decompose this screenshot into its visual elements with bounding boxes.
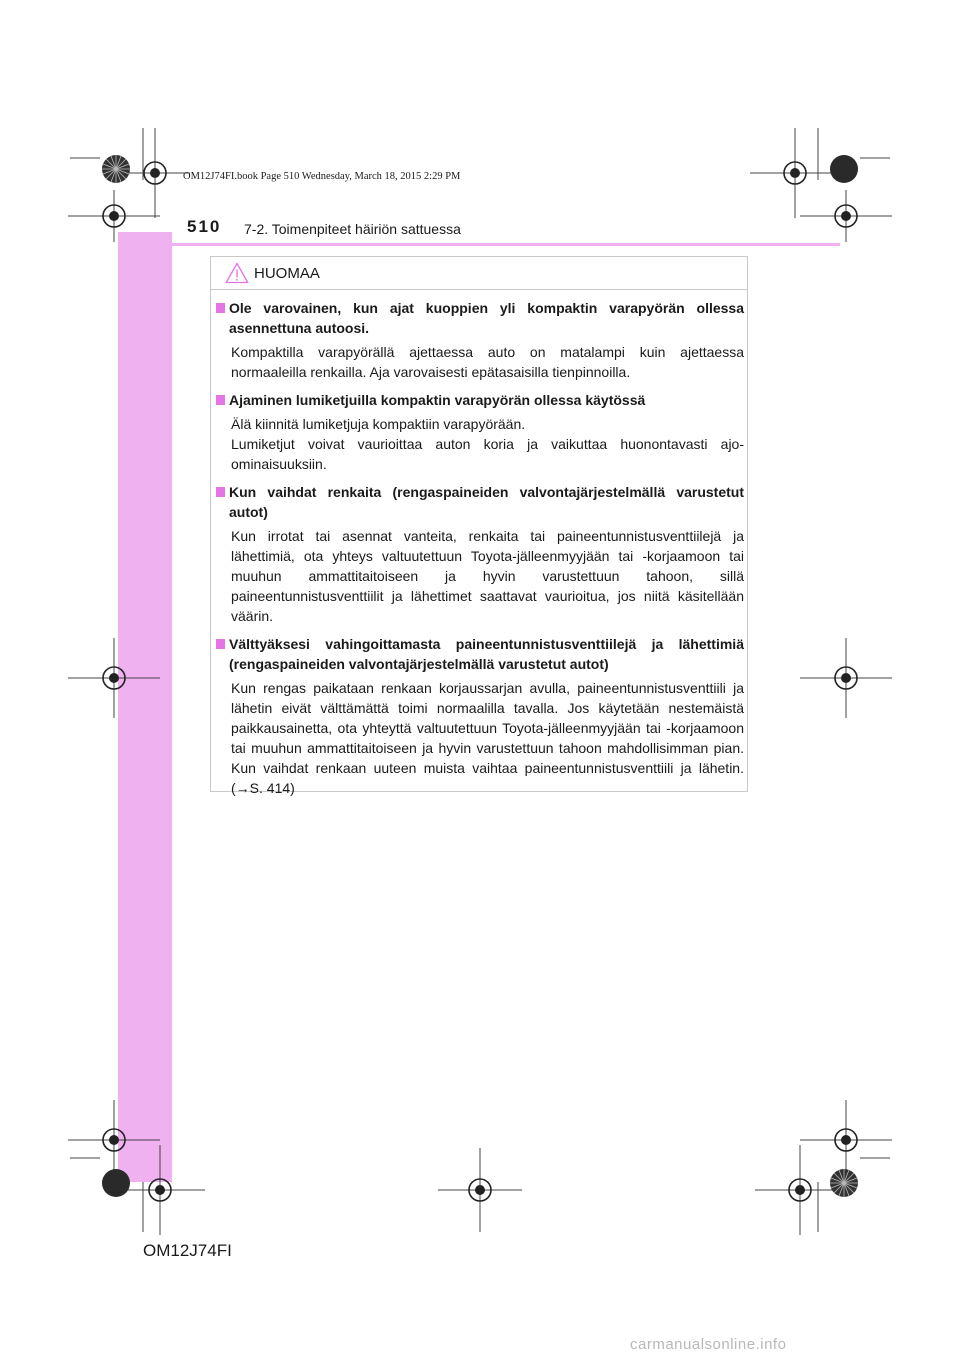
notice-header — [225, 259, 320, 287]
notice-item-title: Ajaminen lumiketjuilla kompaktin varapyörän ollessa käytössä — [229, 392, 646, 408]
notice-item-body — [231, 678, 744, 798]
registration-crosshair-icon — [750, 128, 840, 218]
notice-divider — [211, 289, 747, 290]
notice-item-body — [231, 342, 744, 382]
notice-item — [216, 634, 744, 798]
notice-item-paragraph: Kompaktilla varapyörällä ajettaessa auto on matalampi kuin ajettaessa normaaleilla renkailla. Aja varovaisesti epätasaisilla tienpinnoilla. — [231, 344, 744, 380]
registration-crosshair-icon — [438, 1148, 522, 1232]
notice-item-title: Ole varovainen, kun ajat kuoppien yli kompaktin varapyörän ollessa asennettuna autoosi. — [229, 300, 744, 336]
square-bullet-icon — [216, 303, 229, 313]
starburst-target-icon — [101, 154, 131, 184]
notice-item — [216, 482, 744, 626]
starburst-target-icon — [829, 1168, 859, 1198]
square-bullet-icon — [216, 395, 229, 405]
starburst-target-icon — [101, 1168, 131, 1198]
notice-item-title: Välttyäksesi vahingoittamasta paineentunnistusventtiilejä ja lähettimiä (rengaspaineiden valvontajärjestelmällä varustetut autot) — [229, 636, 744, 672]
square-bullet-icon — [216, 487, 229, 497]
notice-item-paragraph: Älä kiinnitä lumiketjuja kompaktiin varapyörään. — [231, 416, 526, 432]
warning-triangle-icon — [225, 262, 249, 284]
notice-item-title: Kun vaihdat renkaita (rengaspaineiden valvontajärjestelmällä varustetut autot) — [229, 484, 744, 520]
section-title: 7-2. Toimenpiteet häiriön sattuessa — [244, 221, 461, 237]
square-bullet-icon — [216, 639, 229, 649]
header-rule — [118, 243, 840, 246]
notice-item-paragraph: Kun irrotat tai asennat vanteita, renkaita tai paineentunnistusventtiilejä ja lähettimiä, ota yhteys valtuutettuun Toyota-jälleenmyyjään tai -korjaamoon tai muuhun ammattitaitoiseen ja hyvin varustettuun tahoon, sillä paineentunnistusventtiilit ja lähettimet saattavat vaurioitua, jos niitä käsitellään väärin. — [231, 528, 744, 624]
notice-item-paragraph: Lumiketjut voivat vaurioittaa auton koria ja vaikuttaa huonontavasti ajo-ominaisuuksiin. — [231, 436, 744, 472]
notice-item-body — [231, 414, 744, 474]
starburst-target-icon — [829, 154, 859, 184]
notice-box — [210, 256, 748, 796]
site-watermark: carmanualsonline.info — [630, 1336, 787, 1353]
book-info: OM12J74FI.book Page 510 Wednesday, March 18, 2015 2:29 PM — [183, 171, 461, 182]
notice-title: HUOMAA — [254, 264, 320, 282]
footer-doc-code: OM12J74FI — [143, 1241, 232, 1260]
notice-item-body — [231, 526, 744, 626]
registration-crosshair-icon — [800, 638, 892, 718]
notice-item-paragraph: Kun rengas paikataan renkaan korjaussarjan avulla, paineentunnistusventtiili ja lähetin eivät välttämättä toimi normaalilla tavalla. Jos käytetään nestemäistä paikkausainetta, ota yhteyttä valtuutettuun Toyota-jälleenmyyjään tai -korjaamoon tai muuhun ammattitaitoiseen ja hyvin varustettuun tahoon mahdollisimman pian. Kun vaihdat renkaan uuteen muista vaihtaa paineentunnistusventtiili ja lähetin. (→S. 414) — [231, 680, 744, 796]
notice-item — [216, 390, 744, 474]
registration-crosshair-icon — [68, 638, 160, 718]
notice-items — [216, 298, 744, 806]
notice-item — [216, 298, 744, 382]
page-number: 510 — [187, 217, 222, 236]
